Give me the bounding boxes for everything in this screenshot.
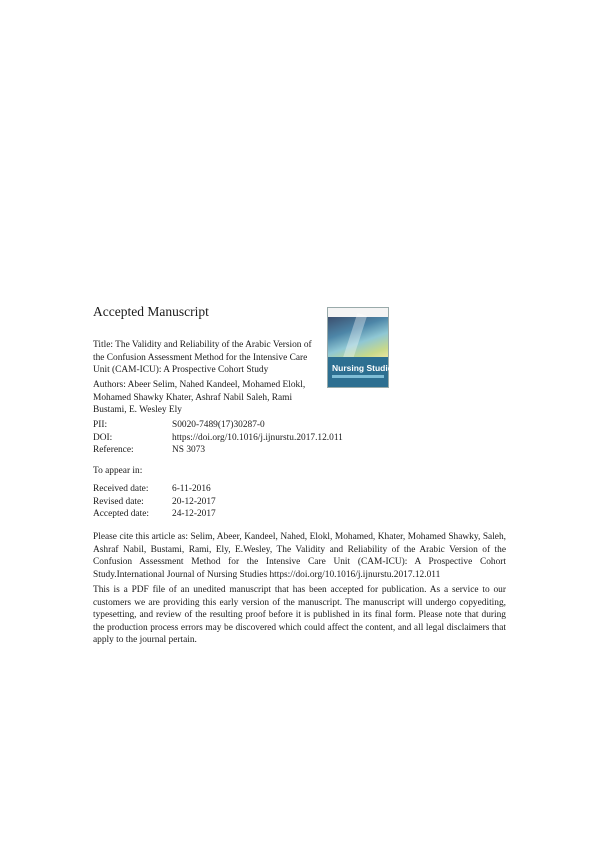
doi-label: DOI: [93,432,113,443]
received-date-value: 6-11-2016 [172,484,211,494]
article-authors: Authors: Abeer Selim, Nahed Kandeel, Mohamed Elokl, Mohamed Shawky Khater, Ashraf Nabil Saleh, Rami Bustami, E. Wesley Ely [93,380,306,416]
received-date-label: Received date: [93,484,149,494]
page-title: Accepted Manuscript [93,304,209,319]
pii-value: S0020-7489(17)30287-0 [172,420,265,430]
to-appear-label: To appear in: [93,466,143,476]
disclaimer-paragraph: This is a PDF file of an unedited manuscript that has been accepted for publication. As a service to our customers we are providing this early version of the manuscript. The manuscript will undergo copyediting, typesetting, and review of the resulting proof before it is published in its final form. Please note that during the production process errors may be discovered which could affect the content, and all legal disclaimers that apply to the journal pertain. [93,585,506,646]
reference-label: Reference: [93,445,134,455]
pii-label: PII: [93,420,108,430]
revised-date-label: Revised date: [93,496,144,507]
citation-paragraph: Please cite this article as: Selim, Abeer, Kandeel, Nahed, Elokl, Mohamed, Khater, Mohamed Shawky, Saleh, Ashraf Nabil, Bustami, Rami, Ely, E.Wesley, The Validity and Reliability of the Arabic Version of the Confusion Assessment Method for the Intensive Care Unit (CAM-ICU): A Prospective Cohort Study.International Journal of Nursing Studies https://doi.org/10.1016/j.ijnurstu.2017.12.011 [93,532,506,580]
reference-value: NS 3073 [172,445,206,455]
journal-cover-image [327,307,398,388]
cover-accent-bar [332,375,384,378]
accepted-date-value: 24-12-2017 [172,509,216,519]
revised-date-value: 20-12-2017 [172,496,216,507]
accepted-date-label: Accepted date: [93,509,149,519]
article-title: Title: The Validity and Reliability of the Arabic Version of the Confusion Assessment Method for the Intensive Care Unit (CAM-ICU): A Prospective Cohort Study [93,340,312,376]
cover-journal-title: Nursing Studies [332,363,398,373]
cover-artwork [328,317,388,357]
doi-value[interactable]: https://doi.org/10.1016/j.ijnurstu.2017.12.011 [172,432,343,443]
